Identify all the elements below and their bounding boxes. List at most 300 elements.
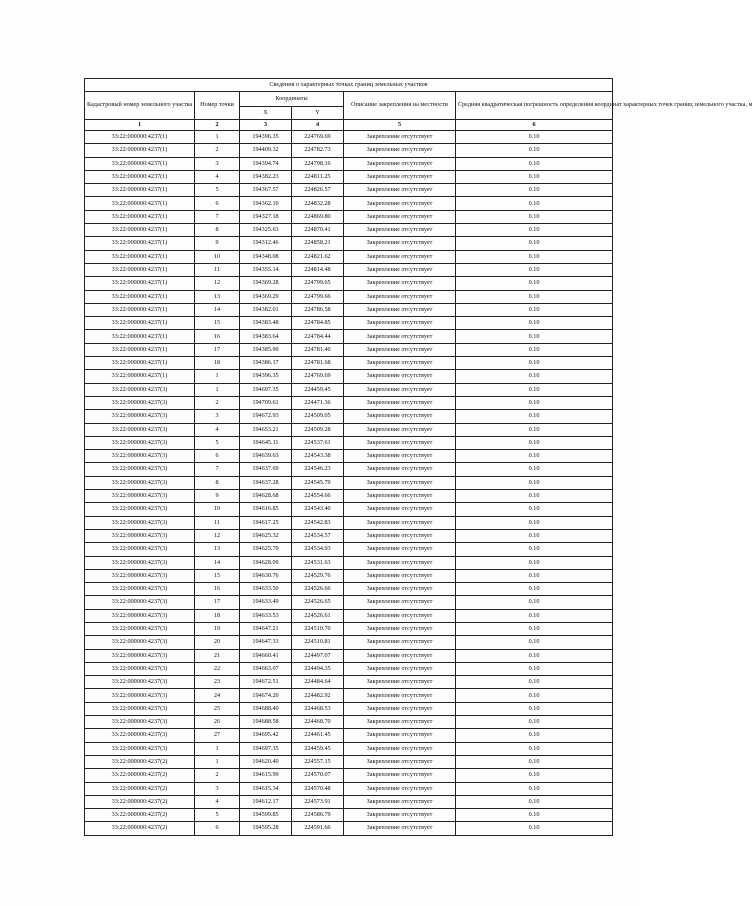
cadastral-number-cell: 33:22:000000:4237(3) <box>85 396 195 409</box>
table-row <box>85 131 613 144</box>
point-number-cell: 1 <box>195 370 240 383</box>
point-number-cell: 4 <box>195 423 240 436</box>
y-coordinate-cell: 224782.73 <box>292 144 344 157</box>
table-row <box>85 224 613 237</box>
y-coordinate-cell: 224471.36 <box>292 396 344 409</box>
table-row <box>85 556 613 569</box>
y-coordinate-cell: 224784.44 <box>292 330 344 343</box>
point-number-cell: 14 <box>195 556 240 569</box>
x-coordinate-cell: 194688.40 <box>240 702 292 715</box>
table-row <box>85 795 613 808</box>
description-cell: Закрепление отсутствует <box>344 410 456 423</box>
x-coordinate-cell: 194633.53 <box>240 609 292 622</box>
table-row <box>85 596 613 609</box>
x-coordinate-cell: 194697.35 <box>240 742 292 755</box>
point-number-cell: 14 <box>195 303 240 316</box>
cadastral-number-cell: 33:22:000000:4237(3) <box>85 450 195 463</box>
y-coordinate-cell: 224510.81 <box>292 636 344 649</box>
y-coordinate-cell: 224832.28 <box>292 197 344 210</box>
x-coordinate-cell: 194612.17 <box>240 795 292 808</box>
y-coordinate-cell: 224526.66 <box>292 583 344 596</box>
error-cell: 0.10 <box>456 662 613 675</box>
cadastral-number-cell: 33:22:000000:4237(1) <box>85 317 195 330</box>
error-cell: 0.10 <box>456 290 613 303</box>
point-number-cell: 18 <box>195 357 240 370</box>
point-number-cell: 9 <box>195 490 240 503</box>
table-row <box>85 809 613 822</box>
y-coordinate-cell: 224484.64 <box>292 676 344 689</box>
error-cell: 0.10 <box>456 370 613 383</box>
cadastral-number-cell: 33:22:000000:4237(1) <box>85 197 195 210</box>
table-row <box>85 170 613 183</box>
y-coordinate-cell: 224459.45 <box>292 742 344 755</box>
cadastral-number-cell: 33:22:000000:4237(3) <box>85 662 195 675</box>
point-number-cell: 24 <box>195 689 240 702</box>
x-coordinate-cell: 194382.01 <box>240 303 292 316</box>
point-number-cell: 12 <box>195 277 240 290</box>
cadastral-number-cell: 33:22:000000:4237(2) <box>85 782 195 795</box>
table-row <box>85 583 613 596</box>
point-number-cell: 22 <box>195 662 240 675</box>
cadastral-number-cell: 33:22:000000:4237(3) <box>85 702 195 715</box>
description-cell: Закрепление отсутствует <box>344 131 456 144</box>
y-coordinate-cell: 224526.65 <box>292 596 344 609</box>
table-row <box>85 755 613 768</box>
description-cell: Закрепление отсутствует <box>344 622 456 635</box>
y-coordinate-cell: 224870.41 <box>292 224 344 237</box>
y-coordinate-cell: 224459.45 <box>292 383 344 396</box>
point-number-cell: 10 <box>195 250 240 263</box>
error-cell: 0.10 <box>456 822 613 835</box>
error-cell: 0.10 <box>456 396 613 409</box>
point-number-cell: 6 <box>195 197 240 210</box>
description-cell: Закрепление отсутствует <box>344 303 456 316</box>
description-cell: Закрепление отсутствует <box>344 729 456 742</box>
error-cell: 0.10 <box>456 197 613 210</box>
y-coordinate-cell: 224769.69 <box>292 131 344 144</box>
error-cell: 0.10 <box>456 742 613 755</box>
table-row <box>85 343 613 356</box>
description-cell: Закрепление отсутствует <box>344 436 456 449</box>
description-cell: Закрепление отсутствует <box>344 529 456 542</box>
header-description: Описание закрепления на местности <box>344 92 456 120</box>
y-coordinate-cell: 224534.93 <box>292 543 344 556</box>
column-number: 4 <box>292 120 344 131</box>
table-row <box>85 396 613 409</box>
x-coordinate-cell: 194695.42 <box>240 729 292 742</box>
description-cell: Закрепление отсутствует <box>344 742 456 755</box>
description-cell: Закрепление отсутствует <box>344 170 456 183</box>
y-coordinate-cell: 224543.40 <box>292 503 344 516</box>
error-cell: 0.10 <box>456 755 613 768</box>
y-coordinate-cell: 224781.40 <box>292 343 344 356</box>
x-coordinate-cell: 194369.29 <box>240 290 292 303</box>
y-coordinate-cell: 224570.07 <box>292 769 344 782</box>
table-row <box>85 157 613 170</box>
point-number-cell: 27 <box>195 729 240 742</box>
description-cell: Закрепление отсутствует <box>344 596 456 609</box>
description-cell: Закрепление отсутствует <box>344 277 456 290</box>
table-row <box>85 742 613 755</box>
error-cell: 0.10 <box>456 476 613 489</box>
table-row <box>85 769 613 782</box>
table-row <box>85 144 613 157</box>
y-coordinate-cell: 224799.66 <box>292 290 344 303</box>
cadastral-number-cell: 33:22:000000:4237(2) <box>85 822 195 835</box>
table-row <box>85 503 613 516</box>
y-coordinate-cell: 224543.38 <box>292 450 344 463</box>
cadastral-number-cell: 33:22:000000:4237(3) <box>85 543 195 556</box>
error-cell: 0.10 <box>456 250 613 263</box>
description-cell: Закрепление отсутствует <box>344 583 456 596</box>
error-cell: 0.10 <box>456 729 613 742</box>
error-cell: 0.10 <box>456 516 613 529</box>
table-row <box>85 529 613 542</box>
description-cell: Закрепление отсутствует <box>344 343 456 356</box>
point-number-cell: 5 <box>195 184 240 197</box>
y-coordinate-cell: 224494.35 <box>292 662 344 675</box>
cadastral-number-cell: 33:22:000000:4237(3) <box>85 463 195 476</box>
cadastral-number-cell: 33:22:000000:4237(3) <box>85 556 195 569</box>
x-coordinate-cell: 194628.68 <box>240 490 292 503</box>
x-coordinate-cell: 194595.28 <box>240 822 292 835</box>
y-coordinate-cell: 224546.23 <box>292 463 344 476</box>
x-coordinate-cell: 194639.63 <box>240 450 292 463</box>
x-coordinate-cell: 194628.09 <box>240 556 292 569</box>
point-number-cell: 3 <box>195 782 240 795</box>
error-cell: 0.10 <box>456 144 613 157</box>
x-coordinate-cell: 194653.21 <box>240 423 292 436</box>
x-coordinate-cell: 194697.35 <box>240 383 292 396</box>
error-cell: 0.10 <box>456 583 613 596</box>
point-number-cell: 19 <box>195 622 240 635</box>
x-coordinate-cell: 194355.14 <box>240 263 292 276</box>
error-cell: 0.10 <box>456 490 613 503</box>
description-cell: Закрепление отсутствует <box>344 689 456 702</box>
cadastral-number-cell: 33:22:000000:4237(1) <box>85 343 195 356</box>
description-cell: Закрепление отсутствует <box>344 676 456 689</box>
point-number-cell: 16 <box>195 583 240 596</box>
cadastral-number-cell: 33:22:000000:4237(3) <box>85 729 195 742</box>
cadastral-number-cell: 33:22:000000:4237(1) <box>85 330 195 343</box>
point-number-cell: 18 <box>195 609 240 622</box>
cadastral-number-cell: 33:22:000000:4237(3) <box>85 583 195 596</box>
description-cell: Закрепление отсутствует <box>344 755 456 768</box>
cadastral-number-cell: 33:22:000000:4237(2) <box>85 795 195 808</box>
point-number-cell: 20 <box>195 636 240 649</box>
x-coordinate-cell: 194633.49 <box>240 596 292 609</box>
x-coordinate-cell: 194312.46 <box>240 237 292 250</box>
table-row <box>85 516 613 529</box>
x-coordinate-cell: 194615.99 <box>240 769 292 782</box>
description-cell: Закрепление отсутствует <box>344 822 456 835</box>
cadastral-number-cell: 33:22:000000:4237(3) <box>85 516 195 529</box>
point-number-cell: 12 <box>195 529 240 542</box>
point-number-cell: 23 <box>195 676 240 689</box>
cadastral-number-cell: 33:22:000000:4237(3) <box>85 716 195 729</box>
error-cell: 0.10 <box>456 463 613 476</box>
y-coordinate-cell: 224468.70 <box>292 716 344 729</box>
header-x: X <box>240 107 292 120</box>
cadastral-number-cell: 33:22:000000:4237(1) <box>85 184 195 197</box>
table-row <box>85 277 613 290</box>
cadastral-number-cell: 33:22:000000:4237(3) <box>85 742 195 755</box>
y-coordinate-cell: 224534.57 <box>292 529 344 542</box>
y-coordinate-cell: 224811.25 <box>292 170 344 183</box>
error-cell: 0.10 <box>456 782 613 795</box>
x-coordinate-cell: 194617.25 <box>240 516 292 529</box>
point-number-cell: 2 <box>195 144 240 157</box>
y-coordinate-cell: 224573.91 <box>292 795 344 808</box>
y-coordinate-cell: 224510.70 <box>292 622 344 635</box>
x-coordinate-cell: 194385.90 <box>240 343 292 356</box>
point-number-cell: 21 <box>195 649 240 662</box>
x-coordinate-cell: 194383.48 <box>240 317 292 330</box>
x-coordinate-cell: 194637.28 <box>240 476 292 489</box>
x-coordinate-cell: 194630.76 <box>240 569 292 582</box>
y-coordinate-cell: 224545.79 <box>292 476 344 489</box>
error-cell: 0.10 <box>456 343 613 356</box>
error-cell: 0.10 <box>456 263 613 276</box>
description-cell: Закрепление отсутствует <box>344 809 456 822</box>
point-number-cell: 17 <box>195 343 240 356</box>
error-cell: 0.10 <box>456 423 613 436</box>
y-coordinate-cell: 224570.48 <box>292 782 344 795</box>
table-row <box>85 383 613 396</box>
error-cell: 0.10 <box>456 622 613 635</box>
point-number-cell: 4 <box>195 170 240 183</box>
description-cell: Закрепление отсутствует <box>344 503 456 516</box>
error-cell: 0.10 <box>456 303 613 316</box>
table-row <box>85 423 613 436</box>
cadastral-number-cell: 33:22:000000:4237(3) <box>85 596 195 609</box>
cadastral-number-cell: 33:22:000000:4237(3) <box>85 423 195 436</box>
header-y: Y <box>292 107 344 120</box>
x-coordinate-cell: 194672.93 <box>240 410 292 423</box>
x-coordinate-cell: 194396.35 <box>240 370 292 383</box>
error-cell: 0.10 <box>456 277 613 290</box>
table-row <box>85 689 613 702</box>
y-coordinate-cell: 224798.16 <box>292 157 344 170</box>
description-cell: Закрепление отсутствует <box>344 609 456 622</box>
cadastral-number-cell: 33:22:000000:4237(1) <box>85 263 195 276</box>
cadastral-number-cell: 33:22:000000:4237(3) <box>85 490 195 503</box>
table-row <box>85 303 613 316</box>
description-cell: Закрепление отсутствует <box>344 649 456 662</box>
error-cell: 0.10 <box>456 503 613 516</box>
y-coordinate-cell: 224799.65 <box>292 277 344 290</box>
description-cell: Закрепление отсутствует <box>344 224 456 237</box>
x-coordinate-cell: 194367.57 <box>240 184 292 197</box>
description-cell: Закрепление отсутствует <box>344 636 456 649</box>
table-row <box>85 822 613 835</box>
point-number-cell: 7 <box>195 463 240 476</box>
y-coordinate-cell: 224509.05 <box>292 410 344 423</box>
cadastral-number-cell: 33:22:000000:4237(1) <box>85 170 195 183</box>
x-coordinate-cell: 194645.11 <box>240 436 292 449</box>
cadastral-number-cell: 33:22:000000:4237(1) <box>85 144 195 157</box>
y-coordinate-cell: 224784.85 <box>292 317 344 330</box>
y-coordinate-cell: 224542.83 <box>292 516 344 529</box>
description-cell: Закрепление отсутствует <box>344 543 456 556</box>
x-coordinate-cell: 194620.40 <box>240 755 292 768</box>
x-coordinate-cell: 194633.50 <box>240 583 292 596</box>
description-cell: Закрепление отсутствует <box>344 330 456 343</box>
y-coordinate-cell: 224526.61 <box>292 609 344 622</box>
description-cell: Закрепление отсутствует <box>344 702 456 715</box>
table-row <box>85 410 613 423</box>
description-cell: Закрепление отсутствует <box>344 490 456 503</box>
x-coordinate-cell: 194616.85 <box>240 503 292 516</box>
error-cell: 0.10 <box>456 157 613 170</box>
table-row <box>85 197 613 210</box>
error-cell: 0.10 <box>456 809 613 822</box>
table-row <box>85 370 613 383</box>
description-cell: Закрепление отсутствует <box>344 476 456 489</box>
x-coordinate-cell: 194647.21 <box>240 622 292 635</box>
point-number-cell: 11 <box>195 263 240 276</box>
y-coordinate-cell: 224769.69 <box>292 370 344 383</box>
y-coordinate-cell: 224826.57 <box>292 184 344 197</box>
description-cell: Закрепление отсутствует <box>344 290 456 303</box>
x-coordinate-cell: 194637.69 <box>240 463 292 476</box>
table-row <box>85 436 613 449</box>
table-title: Сведения о характерных точках границ земельных участков <box>85 79 613 92</box>
point-number-cell: 8 <box>195 224 240 237</box>
cadastral-number-cell: 33:22:000000:4237(2) <box>85 755 195 768</box>
cadastral-number-cell: 33:22:000000:4237(3) <box>85 676 195 689</box>
y-coordinate-cell: 224858.21 <box>292 237 344 250</box>
x-coordinate-cell: 194615.34 <box>240 782 292 795</box>
error-cell: 0.10 <box>456 702 613 715</box>
cadastral-number-cell: 33:22:000000:4237(1) <box>85 250 195 263</box>
error-cell: 0.10 <box>456 676 613 689</box>
error-cell: 0.10 <box>456 224 613 237</box>
point-number-cell: 1 <box>195 383 240 396</box>
y-coordinate-cell: 224786.58 <box>292 303 344 316</box>
description-cell: Закрепление отсутствует <box>344 396 456 409</box>
description-cell: Закрепление отсутствует <box>344 383 456 396</box>
table-row <box>85 662 613 675</box>
column-number: 6 <box>456 120 613 131</box>
column-number: 1 <box>85 120 195 131</box>
x-coordinate-cell: 194688.58 <box>240 716 292 729</box>
error-cell: 0.10 <box>456 383 613 396</box>
cadastral-number-cell: 33:22:000000:4237(1) <box>85 303 195 316</box>
cadastral-number-cell: 33:22:000000:4237(3) <box>85 503 195 516</box>
y-coordinate-cell: 224814.48 <box>292 263 344 276</box>
table-row <box>85 450 613 463</box>
point-number-cell: 5 <box>195 436 240 449</box>
y-coordinate-cell: 224509.28 <box>292 423 344 436</box>
cadastral-number-cell: 33:22:000000:4237(3) <box>85 476 195 489</box>
y-coordinate-cell: 224482.92 <box>292 689 344 702</box>
table-body <box>85 131 613 836</box>
point-number-cell: 7 <box>195 210 240 223</box>
table-row <box>85 649 613 662</box>
description-cell: Закрепление отсутствует <box>344 370 456 383</box>
error-cell: 0.10 <box>456 131 613 144</box>
x-coordinate-cell: 194394.74 <box>240 157 292 170</box>
error-cell: 0.10 <box>456 556 613 569</box>
y-coordinate-cell: 224557.15 <box>292 755 344 768</box>
cadastral-number-cell: 33:22:000000:4237(3) <box>85 636 195 649</box>
header-coordinates: Координаты <box>240 92 344 107</box>
point-number-cell: 13 <box>195 290 240 303</box>
cadastral-number-cell: 33:22:000000:4237(3) <box>85 689 195 702</box>
y-coordinate-cell: 224497.07 <box>292 649 344 662</box>
y-coordinate-cell: 224821.62 <box>292 250 344 263</box>
description-cell: Закрепление отсутствует <box>344 716 456 729</box>
point-number-cell: 25 <box>195 702 240 715</box>
description-cell: Закрепление отсутствует <box>344 197 456 210</box>
table-row <box>85 636 613 649</box>
x-coordinate-cell: 194663.07 <box>240 662 292 675</box>
cadastral-number-cell: 33:22:000000:4237(3) <box>85 383 195 396</box>
table-row <box>85 357 613 370</box>
table-row <box>85 782 613 795</box>
cadastral-number-cell: 33:22:000000:4237(3) <box>85 529 195 542</box>
y-coordinate-cell: 224468.53 <box>292 702 344 715</box>
description-cell: Закрепление отсутствует <box>344 769 456 782</box>
point-number-cell: 10 <box>195 503 240 516</box>
table-row <box>85 729 613 742</box>
header-cadastral-number: Кадастровый номер земельного участка <box>85 92 195 120</box>
x-coordinate-cell: 194396.35 <box>240 131 292 144</box>
point-number-cell: 3 <box>195 157 240 170</box>
error-cell: 0.10 <box>456 769 613 782</box>
x-coordinate-cell: 194325.63 <box>240 224 292 237</box>
error-cell: 0.10 <box>456 410 613 423</box>
error-cell: 0.10 <box>456 795 613 808</box>
point-number-cell: 8 <box>195 476 240 489</box>
table-row <box>85 184 613 197</box>
x-coordinate-cell: 194382.23 <box>240 170 292 183</box>
x-coordinate-cell: 194647.33 <box>240 636 292 649</box>
boundary-points-table <box>84 78 752 836</box>
error-cell: 0.10 <box>456 596 613 609</box>
table-row <box>85 210 613 223</box>
description-cell: Закрепление отсутствует <box>344 263 456 276</box>
description-cell: Закрепление отсутствует <box>344 662 456 675</box>
description-cell: Закрепление отсутствует <box>344 423 456 436</box>
table-row <box>85 237 613 250</box>
point-number-cell: 9 <box>195 237 240 250</box>
description-cell: Закрепление отсутствует <box>344 144 456 157</box>
cadastral-number-cell: 33:22:000000:4237(1) <box>85 357 195 370</box>
error-cell: 0.10 <box>456 636 613 649</box>
description-cell: Закрепление отсутствует <box>344 317 456 330</box>
x-coordinate-cell: 194672.51 <box>240 676 292 689</box>
table-row <box>85 676 613 689</box>
table-row <box>85 263 613 276</box>
cadastral-number-cell: 33:22:000000:4237(1) <box>85 131 195 144</box>
y-coordinate-cell: 224869.80 <box>292 210 344 223</box>
y-coordinate-cell: 224537.61 <box>292 436 344 449</box>
point-number-cell: 3 <box>195 410 240 423</box>
y-coordinate-cell: 224461.45 <box>292 729 344 742</box>
table-row <box>85 330 613 343</box>
error-cell: 0.10 <box>456 689 613 702</box>
cadastral-number-cell: 33:22:000000:4237(1) <box>85 237 195 250</box>
description-cell: Закрепление отсутствует <box>344 157 456 170</box>
point-number-cell: 5 <box>195 809 240 822</box>
x-coordinate-cell: 194327.18 <box>240 210 292 223</box>
x-coordinate-cell: 194348.08 <box>240 250 292 263</box>
cadastral-number-cell: 33:22:000000:4237(3) <box>85 609 195 622</box>
x-coordinate-cell: 194625.32 <box>240 529 292 542</box>
error-cell: 0.10 <box>456 237 613 250</box>
